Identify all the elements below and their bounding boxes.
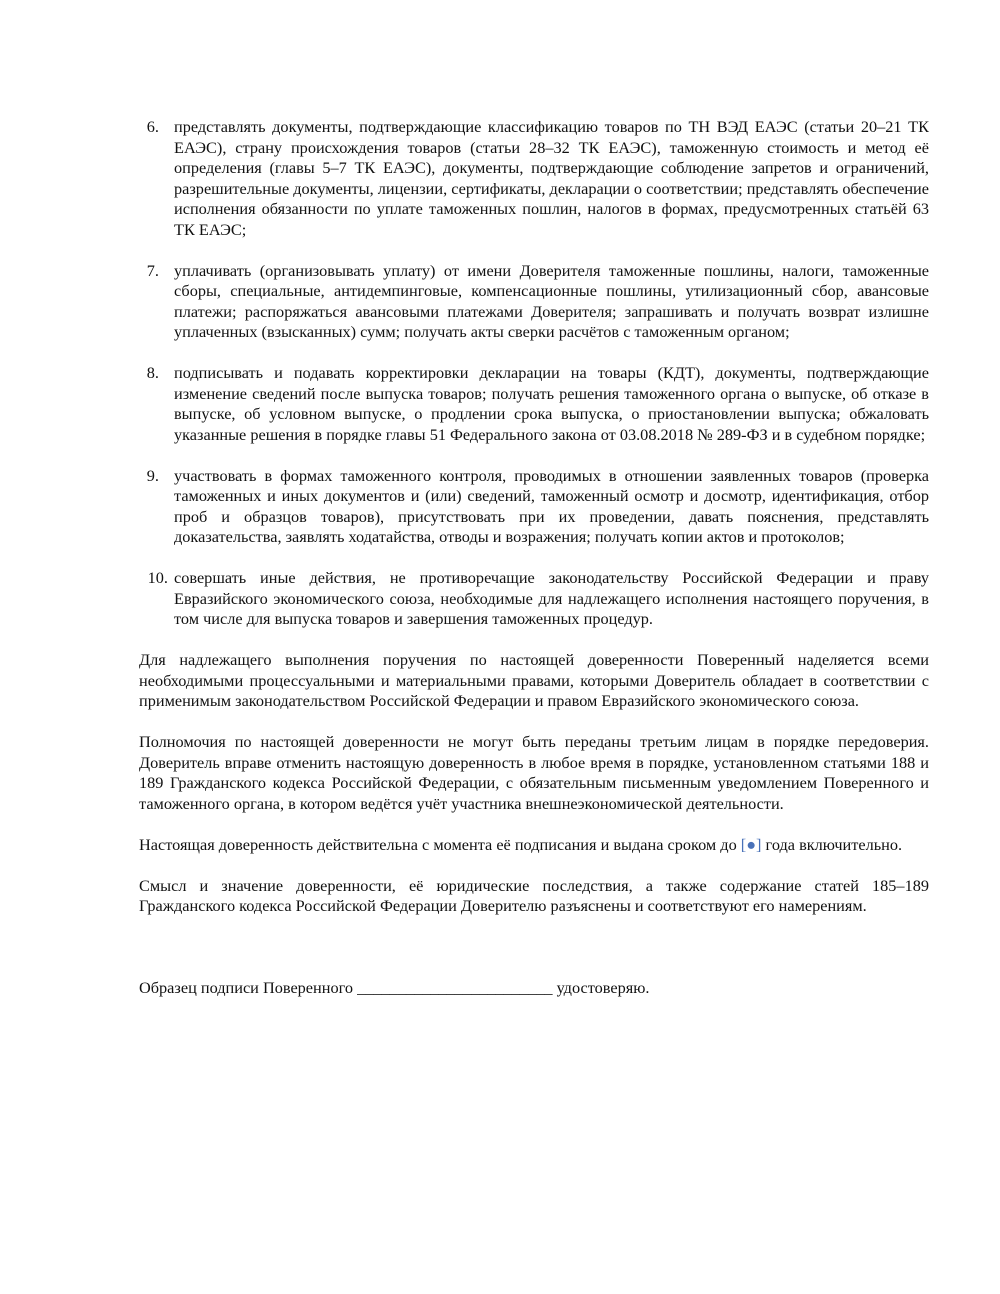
list-item-text: подписывать и подавать корректировки декларации на товары (КДТ), документы, подтверждающие изменение сведений после выпуска товаров; получать решения таможенного органа о выпуске, об отказе в выпуске, об условном выпуске, о продлении срока выпуска, о приостановлении выпуска; обжаловать указанные решения в порядке главы 51 Федерального закона от 03.08.2018 № 289-ФЗ и в судебном порядке; bbox=[174, 363, 929, 444]
transfer-paragraph: Полномочия по настоящей доверенности не могут быть переданы третьим лицам в порядке передоверия. Доверитель вправе отменить настоящую доверенность в любое время в порядке, установленном статьями 188 и 189 Гражданского кодекса Российской Федерации, с обязательным письменным уведомлением Поверенного и таможенного органа, в котором ведётся учёт участника внешнеэкономической деятельности. bbox=[139, 732, 929, 813]
list-item-number: 7. bbox=[146, 260, 159, 280]
list-item bbox=[139, 261, 929, 343]
list-item-text: уплачивать (организовывать уплату) от имени Доверителя таможенные пошлины, налоги, таможенные сборы, специальные, антидемпинговые, компенсационные пошлины, утилизационный сбор, авансовые платежи; распоряжаться авансовыми платежами Доверителя; запрашивать и получать возврат излишне уплаченных (взысканных) сумм; получать акты сверки расчётов с таможенным органом; bbox=[174, 260, 929, 341]
validity-text-before: Настоящая доверенность действительна с момента её подписания и выдана сроком до bbox=[139, 834, 741, 854]
validity-paragraph bbox=[139, 835, 929, 856]
list-item-number: 8. bbox=[146, 363, 159, 382]
validity-text-after: года включительно. bbox=[761, 834, 903, 854]
list-item bbox=[139, 466, 929, 548]
list-item-number: 10. bbox=[147, 568, 168, 587]
powers-paragraph: Для надлежащего выполнения поручения по настоящей доверенности Поверенный наделяется всеми необходимыми процессуальными и материальными правами, которыми Доверитель обладает в соответствии с применимым законодательством Российской Федерации и правом Евразийского экономического союза. bbox=[139, 650, 929, 710]
signature-sample-line bbox=[139, 978, 929, 999]
list-item-text: участвовать в формах таможенного контроля, проводимых в отношении заявленных товаров (проверка таможенных и иных документов и (или) сведений, таможенный осмотр и досмотр, идентификация, отбор проб и образцов товаров), присутствовать при их проведении, давать пояснения, представлять доказательства, заявлять ходатайства, отводы и возражения; получать копии актов и протоколов; bbox=[174, 465, 929, 546]
list-item-text: представлять документы, подтверждающие классификацию товаров по ТН ВЭД ЕАЭС (статьи 20–21 ТК ЕАЭС), страну происхождения товаров (статьи 28–32 ТК ЕАЭС), таможенную стоимость и метод её определения (главы 5–7 ТК ЕАЭС), документы, подтверждающие соблюдение запретов и ограничений, разрешительные документы, лицензии, сертификаты, декларации о соответствии; представлять обеспечение исполнения обязанности по уплате таможенных пошлин, налогов в формах, предусмотренных статьёй 63 ТК ЕАЭС; bbox=[174, 117, 929, 239]
powers-list bbox=[139, 117, 929, 630]
signature-suffix: удостоверяю. bbox=[556, 977, 650, 997]
signature-blank[interactable]: ________________________ bbox=[357, 977, 553, 997]
list-item-text: совершать иные действия, не противоречащие законодательству Российской Федерации и праву Евразийского экономического союза, необходимые для надлежащего исполнения настоящего поручения, в том числе для выпуска товаров и завершения таможенных процедур. bbox=[174, 568, 929, 628]
list-item bbox=[139, 568, 929, 630]
meaning-paragraph: Смысл и значение доверенности, её юридические последствия, а также содержание статей 185–189 Гражданского кодекса Российской Федерации Доверителю разъяснены и соответствуют его намерениям. bbox=[139, 875, 929, 915]
document-page bbox=[139, 117, 929, 998]
validity-date-placeholder[interactable]: [●] bbox=[740, 834, 762, 854]
list-item-number: 9. bbox=[146, 465, 159, 485]
list-item-number: 6. bbox=[146, 117, 159, 136]
signature-label: Образец подписи Поверенного bbox=[139, 977, 354, 997]
list-item bbox=[139, 363, 929, 445]
list-item bbox=[139, 117, 929, 240]
